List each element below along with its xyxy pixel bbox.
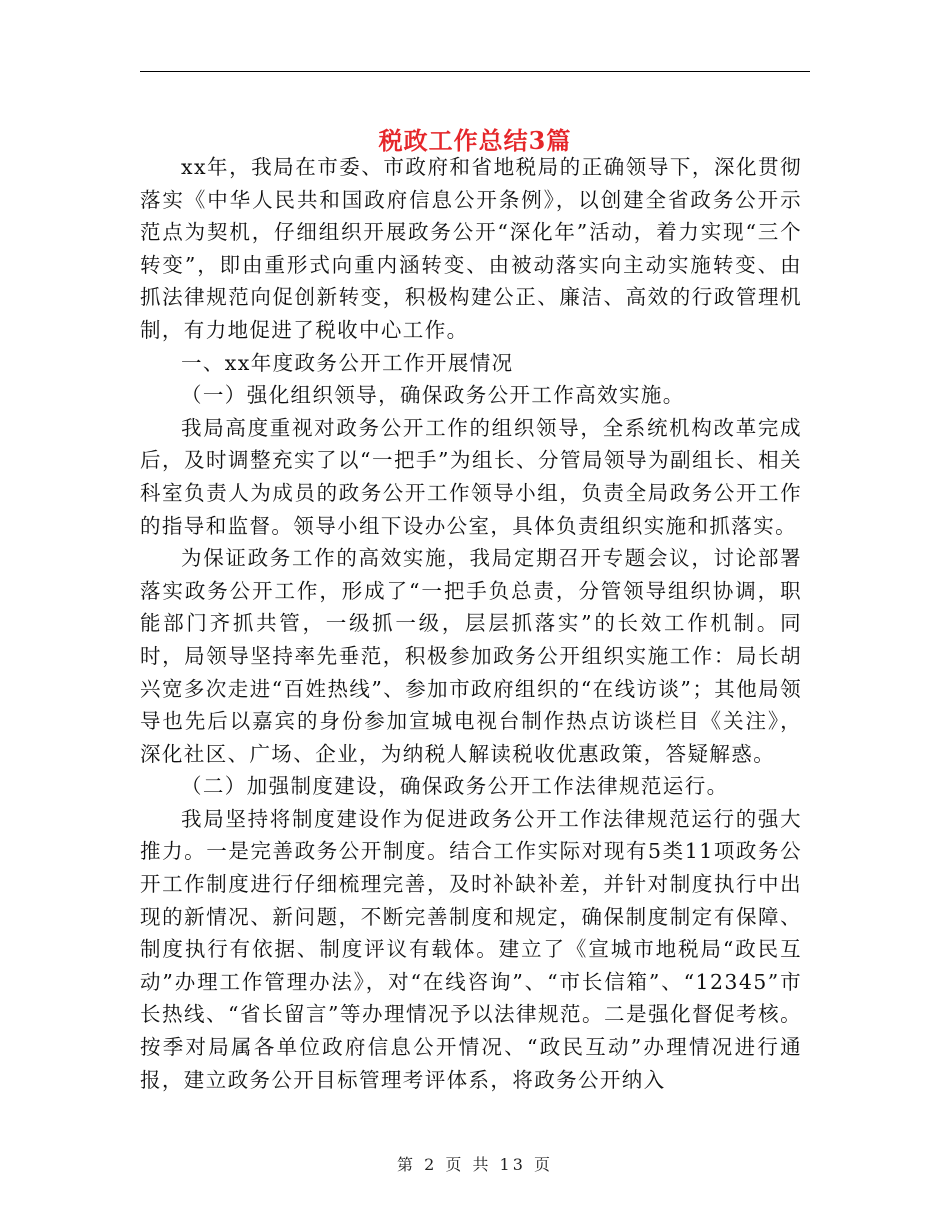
paragraph-system-building: 我局坚持将制度建设作为促进政务公开工作法律规范运行的强大推力。一是完善政务公开制度。结合工作实际对现有5类11项政务公开工作制度进行仔细梳理完善，及时补缺补差，并针对制度执行中出现的新情况、新问题，不断完善制度和规定，确保制度制定有保障、制度执行有依据、制度评议有载体。建立了《宣城市地税局“政民互动”办理工作管理办法》，对“在线咨询”、“市长信箱”、“12345”市长热线、“省长留言”等办理情况予以法律规范。二是强化督促考核。按季对局属各单位政府信息公开情况、“政民互动”办理情况进行通报，建立政务公开目标管理考评体系，将政务公开纳入 <box>140 806 802 1092</box>
subsection-heading-2: （二）加强制度建设，确保政务公开工作法律规范运行。 <box>181 774 729 799</box>
document-body <box>140 151 802 1096</box>
page-number: 第 2 页 共 13 页 <box>397 1155 553 1174</box>
paragraph-intro: xx年，我局在市委、市政府和省地税局的正确领导下，深化贯彻落实《中华人民共和国政府信息公开条例》，以创建全省政务公开示范点为契机，仔细组织开展政务公开“深化年”活动，着力实现“三个转变”，即由重形式向重内涵转变、由被动落实向主动实施转变、由抓法律规范向促创新转变，积极构建公正、廉洁、高效的行政管理机制，有力地促进了税收中心工作。 <box>140 155 802 342</box>
subsection-heading-1: （一）强化组织领导，确保政务公开工作高效实施。 <box>181 383 685 408</box>
header-rule <box>140 71 810 72</box>
document-title: 税政工作总结3篇 <box>378 126 572 156</box>
paragraph-leadership: 我局高度重视对政务公开工作的组织领导，全系统机构改革完成后，及时调整充实了以“一把手”为组长、分管局领导为副组长、相关科室负责人为成员的政务公开工作领导小组，负责全局政务公开工作的指导和监督。领导小组下设办公室，具体负责组织实施和抓落实。 <box>140 415 802 538</box>
section-heading-1: 一、xx年度政务公开工作开展情况 <box>181 350 514 375</box>
paragraph-mechanism: 为保证政务工作的高效实施，我局定期召开专题会议，讨论部署落实政务公开工作，形成了“一把手负总责，分管领导组织协调，职能部门齐抓共管，一级抓一级，层层抓落实”的长效工作机制。同时，局领导坚持率先垂范，积极参加政务公开组织实施工作：局长胡兴宽多次走进“百姓热线”、参加市政府组织的“在线访谈”；其他局领导也先后以嘉宾的身份参加宣城电视台制作热点访谈栏目《关注》，深化社区、广场、企业，为纳税人解读税收优惠政策，答疑解惑。 <box>140 546 802 766</box>
